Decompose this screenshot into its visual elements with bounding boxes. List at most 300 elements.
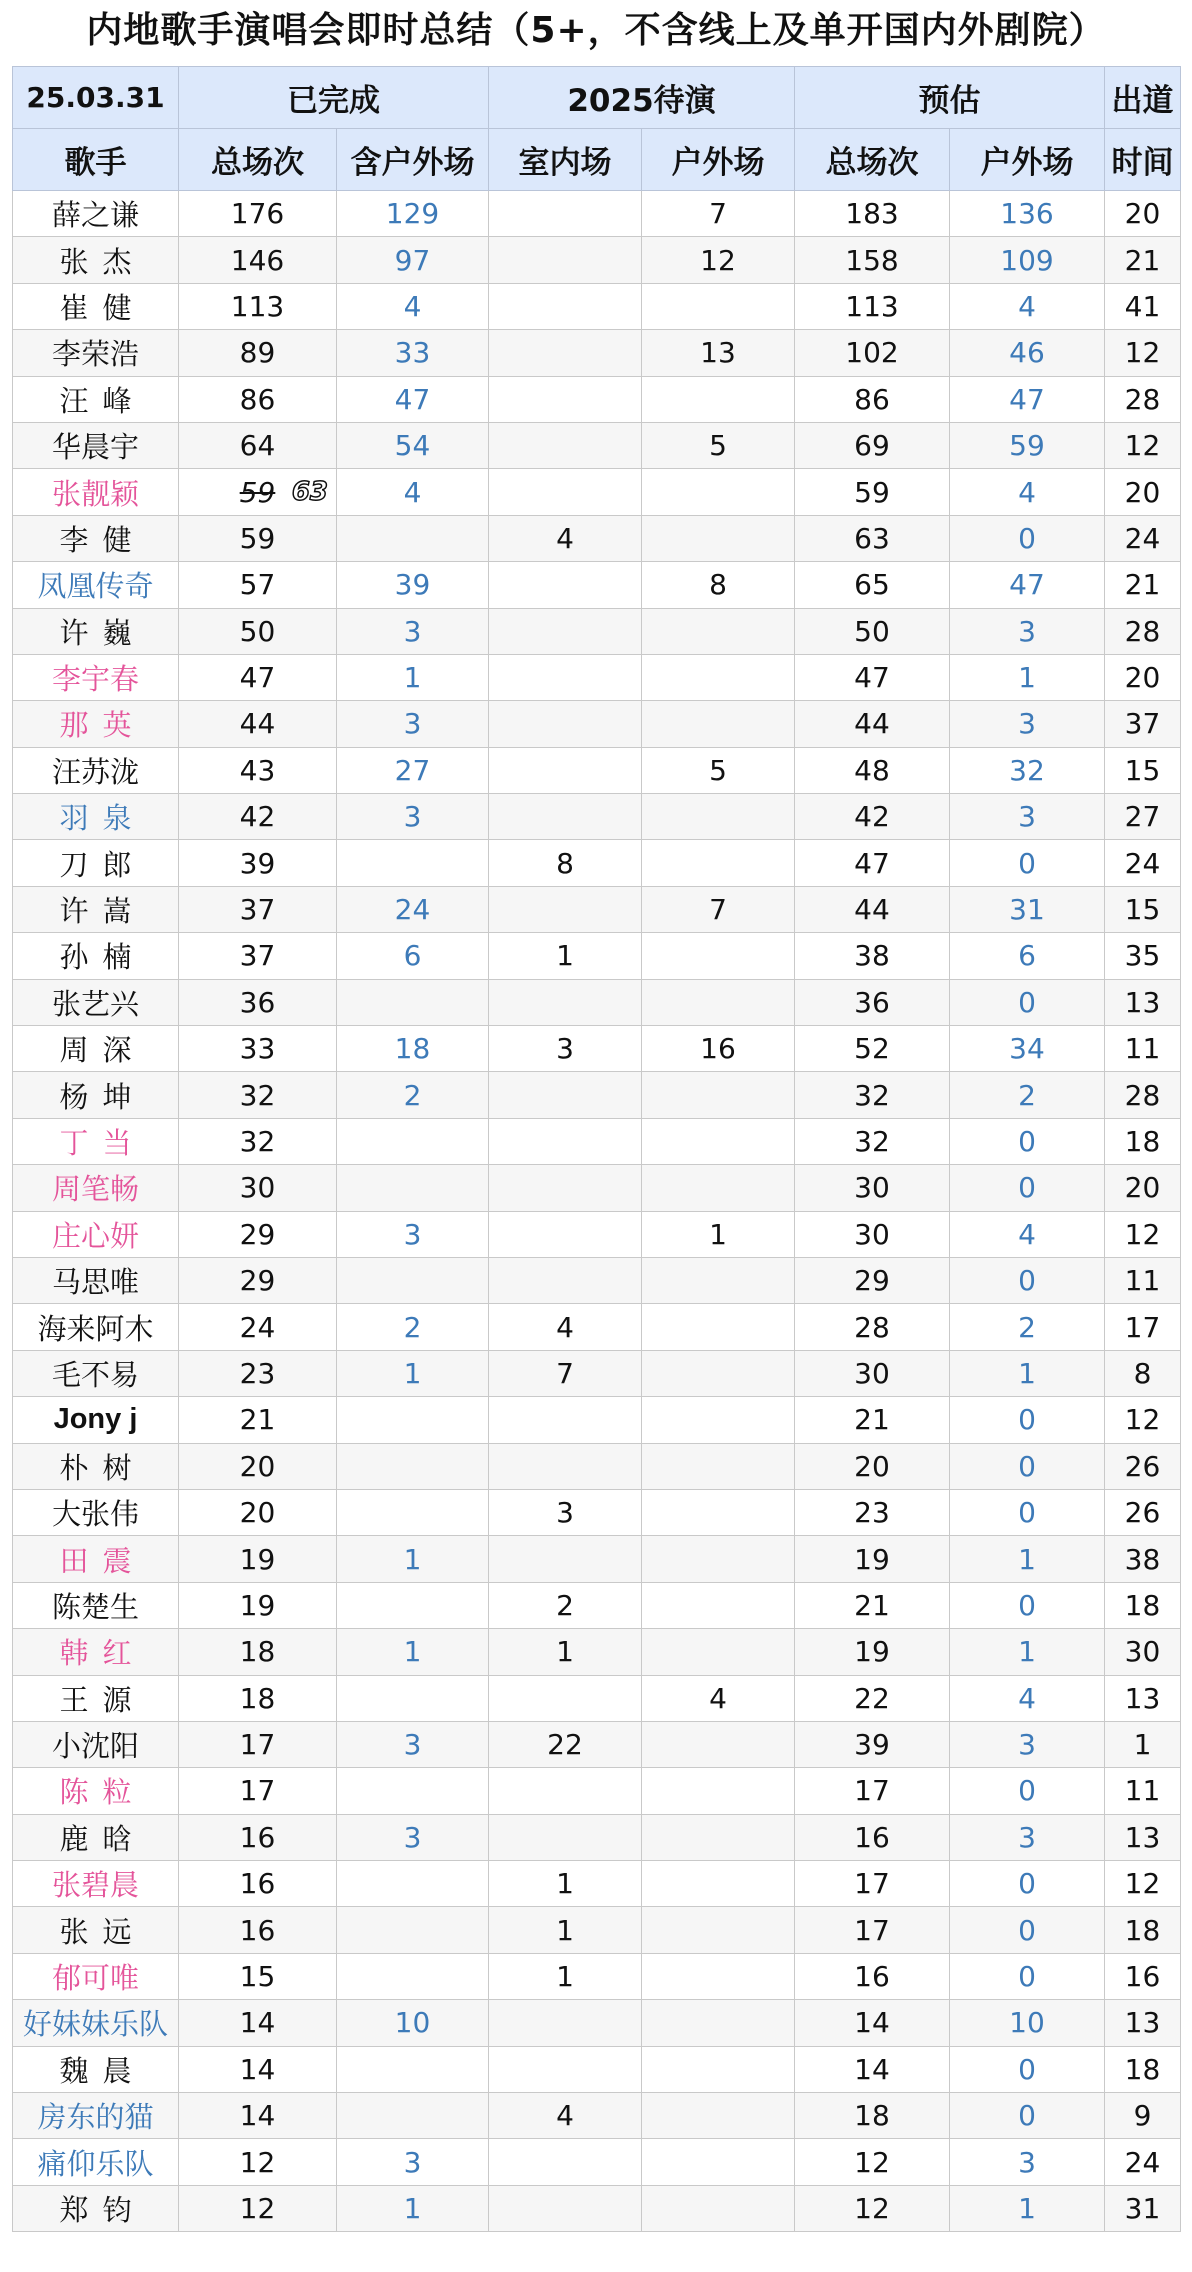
old-value: 59 <box>239 475 276 509</box>
done-total-cell: 12 <box>179 2185 337 2231</box>
estimate-total-cell: 16 <box>795 1953 950 1999</box>
estimate-total-cell: 38 <box>795 933 950 979</box>
done-outdoor-cell: 3 <box>337 1814 489 1860</box>
table-row <box>13 2000 1181 2046</box>
pending-outdoor-cell <box>642 1814 795 1860</box>
estimate-total-cell: 30 <box>795 1165 950 1211</box>
done-outdoor-cell: 3 <box>337 2139 489 2185</box>
done-total-cell: 12 <box>179 2139 337 2185</box>
estimate-outdoor-cell: 0 <box>950 1118 1105 1164</box>
singer-name: 华晨宇 <box>13 422 179 468</box>
singer-name: 崔健 <box>13 283 179 329</box>
done-outdoor-cell: 47 <box>337 376 489 422</box>
done-outdoor-cell: 3 <box>337 1211 489 1257</box>
table-row <box>13 1257 1181 1303</box>
debut-years-cell: 20 <box>1105 191 1181 237</box>
done-total-cell: 37 <box>179 933 337 979</box>
pending-indoor-cell <box>489 1768 642 1814</box>
estimate-outdoor-cell: 0 <box>950 1953 1105 1999</box>
done-total-cell: 146 <box>179 237 337 283</box>
singer-name: 张艺兴 <box>13 979 179 1025</box>
done-outdoor-cell <box>337 1443 489 1489</box>
singer-name: 陈粒 <box>13 1768 179 1814</box>
singer-name: 马思唯 <box>13 1257 179 1303</box>
done-total-cell: 19 <box>179 1536 337 1582</box>
header-group-pending: 2025待演 <box>489 67 795 129</box>
done-outdoor-cell <box>337 1118 489 1164</box>
estimate-outdoor-cell: 1 <box>950 1350 1105 1396</box>
estimate-total-cell: 14 <box>795 2000 950 2046</box>
table-row <box>13 1489 1181 1535</box>
done-total-cell: 37 <box>179 886 337 932</box>
estimate-total-cell: 158 <box>795 237 950 283</box>
estimate-total-cell: 63 <box>795 515 950 561</box>
table-row <box>13 886 1181 932</box>
estimate-outdoor-cell: 0 <box>950 515 1105 561</box>
table-header <box>13 67 1181 191</box>
done-total-cell: 50 <box>179 608 337 654</box>
pending-outdoor-cell <box>642 2185 795 2231</box>
pending-outdoor-cell <box>642 1397 795 1443</box>
table-row <box>13 1629 1181 1675</box>
singer-name: 羽泉 <box>13 794 179 840</box>
debut-years-cell: 9 <box>1105 2093 1181 2139</box>
singer-name: 杨坤 <box>13 1072 179 1118</box>
estimate-outdoor-cell: 59 <box>950 422 1105 468</box>
debut-years-cell: 1 <box>1105 1721 1181 1767</box>
estimate-total-cell: 113 <box>795 283 950 329</box>
done-total-cell: 36 <box>179 979 337 1025</box>
done-outdoor-cell: 1 <box>337 1536 489 1582</box>
pending-indoor-cell <box>489 1675 642 1721</box>
done-total-cell: 20 <box>179 1443 337 1489</box>
done-total-cell: 57 <box>179 562 337 608</box>
done-outdoor-cell: 39 <box>337 562 489 608</box>
singer-name: 李宇春 <box>13 654 179 700</box>
header-col-est-total: 总场次 <box>795 129 950 191</box>
estimate-total-cell: 32 <box>795 1118 950 1164</box>
pending-indoor-cell <box>489 1443 642 1489</box>
estimate-outdoor-cell: 0 <box>950 979 1105 1025</box>
singer-name: 李荣浩 <box>13 330 179 376</box>
pending-outdoor-cell <box>642 1072 795 1118</box>
header-group-estimate: 预估 <box>795 67 1105 129</box>
done-total-cell: 17 <box>179 1721 337 1767</box>
pending-outdoor-cell <box>642 469 795 515</box>
estimate-outdoor-cell: 34 <box>950 1026 1105 1072</box>
pending-outdoor-cell <box>642 2093 795 2139</box>
estimate-total-cell: 102 <box>795 330 950 376</box>
estimate-outdoor-cell: 4 <box>950 1675 1105 1721</box>
done-total-cell: 14 <box>179 2046 337 2092</box>
pending-outdoor-cell: 5 <box>642 422 795 468</box>
done-outdoor-cell: 33 <box>337 330 489 376</box>
debut-years-cell: 20 <box>1105 654 1181 700</box>
pending-indoor-cell <box>489 191 642 237</box>
estimate-outdoor-cell: 3 <box>950 1814 1105 1860</box>
estimate-outdoor-cell: 0 <box>950 1907 1105 1953</box>
done-total-cell: 32 <box>179 1072 337 1118</box>
debut-years-cell: 18 <box>1105 1907 1181 1953</box>
singer-name: Jony j <box>13 1397 179 1443</box>
pending-indoor-cell <box>489 979 642 1025</box>
done-outdoor-cell: 97 <box>337 237 489 283</box>
done-total-cell: 33 <box>179 1026 337 1072</box>
estimate-total-cell: 52 <box>795 1026 950 1072</box>
pending-outdoor-cell <box>642 1165 795 1211</box>
pending-indoor-cell: 1 <box>489 1861 642 1907</box>
table-row <box>13 1443 1181 1489</box>
singer-name: 张靓颖 <box>13 469 179 515</box>
done-outdoor-cell <box>337 1165 489 1211</box>
done-outdoor-cell: 3 <box>337 608 489 654</box>
pending-outdoor-cell <box>642 1536 795 1582</box>
pending-indoor-cell <box>489 1118 642 1164</box>
pending-outdoor-cell: 1 <box>642 1211 795 1257</box>
header-col-outdoor: 户外场 <box>642 129 795 191</box>
done-outdoor-cell <box>337 1489 489 1535</box>
estimate-outdoor-cell: 0 <box>950 1489 1105 1535</box>
debut-years-cell: 18 <box>1105 2046 1181 2092</box>
done-outdoor-cell <box>337 1397 489 1443</box>
pending-indoor-cell: 3 <box>489 1026 642 1072</box>
estimate-outdoor-cell: 0 <box>950 1768 1105 1814</box>
estimate-total-cell: 44 <box>795 701 950 747</box>
estimate-total-cell: 20 <box>795 1443 950 1489</box>
estimate-outdoor-cell: 6 <box>950 933 1105 979</box>
done-outdoor-cell: 1 <box>337 2185 489 2231</box>
debut-years-cell: 13 <box>1105 979 1181 1025</box>
pending-outdoor-cell <box>642 515 795 561</box>
done-outdoor-cell: 6 <box>337 933 489 979</box>
estimate-total-cell: 23 <box>795 1489 950 1535</box>
pending-outdoor-cell <box>642 608 795 654</box>
table-row <box>13 1211 1181 1257</box>
pending-indoor-cell: 4 <box>489 515 642 561</box>
estimate-outdoor-cell: 136 <box>950 191 1105 237</box>
estimate-total-cell: 21 <box>795 1397 950 1443</box>
done-outdoor-cell: 24 <box>337 886 489 932</box>
singer-name: 许嵩 <box>13 886 179 932</box>
pending-indoor-cell <box>489 2000 642 2046</box>
pending-indoor-cell <box>489 330 642 376</box>
done-outdoor-cell: 3 <box>337 794 489 840</box>
estimate-outdoor-cell: 3 <box>950 608 1105 654</box>
pending-outdoor-cell <box>642 1304 795 1350</box>
header-col-time: 时间 <box>1105 129 1181 191</box>
pending-outdoor-cell <box>642 2000 795 2046</box>
estimate-outdoor-cell: 2 <box>950 1072 1105 1118</box>
debut-years-cell: 11 <box>1105 1768 1181 1814</box>
table-row <box>13 747 1181 793</box>
pending-indoor-cell: 4 <box>489 1304 642 1350</box>
singer-name: 薛之谦 <box>13 191 179 237</box>
table-row <box>13 1165 1181 1211</box>
debut-years-cell: 35 <box>1105 933 1181 979</box>
pending-outdoor-cell <box>642 701 795 747</box>
singer-name: 那英 <box>13 701 179 747</box>
pending-indoor-cell <box>489 747 642 793</box>
estimate-total-cell: 21 <box>795 1582 950 1628</box>
done-outdoor-cell <box>337 1768 489 1814</box>
done-total-cell: 59 <box>179 515 337 561</box>
table-row <box>13 654 1181 700</box>
debut-years-cell: 12 <box>1105 1397 1181 1443</box>
table-row <box>13 562 1181 608</box>
done-outdoor-cell: 27 <box>337 747 489 793</box>
pending-outdoor-cell <box>642 1257 795 1303</box>
pending-indoor-cell <box>489 886 642 932</box>
debut-years-cell: 17 <box>1105 1304 1181 1350</box>
estimate-outdoor-cell: 0 <box>950 2046 1105 2092</box>
header-col-incl-outdoor: 含户外场 <box>337 129 489 191</box>
pending-indoor-cell <box>489 794 642 840</box>
singer-name: 张杰 <box>13 237 179 283</box>
done-outdoor-cell: 4 <box>337 469 489 515</box>
estimate-total-cell: 39 <box>795 1721 950 1767</box>
pending-indoor-cell <box>489 1536 642 1582</box>
done-outdoor-cell: 3 <box>337 1721 489 1767</box>
debut-years-cell: 11 <box>1105 1026 1181 1072</box>
pending-outdoor-cell <box>642 283 795 329</box>
pending-outdoor-cell: 8 <box>642 562 795 608</box>
done-outdoor-cell: 4 <box>337 283 489 329</box>
pending-outdoor-cell <box>642 1489 795 1535</box>
pending-indoor-cell <box>489 608 642 654</box>
done-total-cell: 30 <box>179 1165 337 1211</box>
debut-years-cell: 26 <box>1105 1443 1181 1489</box>
done-outdoor-cell <box>337 2046 489 2092</box>
table-row <box>13 1953 1181 1999</box>
estimate-total-cell: 22 <box>795 1675 950 1721</box>
estimate-total-cell: 19 <box>795 1536 950 1582</box>
table-row <box>13 1026 1181 1072</box>
table-row <box>13 1721 1181 1767</box>
pending-outdoor-cell <box>642 2046 795 2092</box>
singer-name: 许巍 <box>13 608 179 654</box>
done-outdoor-cell <box>337 979 489 1025</box>
estimate-total-cell: 12 <box>795 2185 950 2231</box>
pending-indoor-cell <box>489 237 642 283</box>
singer-name: 大张伟 <box>13 1489 179 1535</box>
singer-name: 陈楚生 <box>13 1582 179 1628</box>
estimate-outdoor-cell: 4 <box>950 469 1105 515</box>
done-outdoor-cell <box>337 1582 489 1628</box>
pending-indoor-cell <box>489 469 642 515</box>
pending-indoor-cell <box>489 1397 642 1443</box>
done-outdoor-cell: 129 <box>337 191 489 237</box>
debut-years-cell: 8 <box>1105 1350 1181 1396</box>
singer-name: 好妹妹乐队 <box>13 2000 179 2046</box>
done-outdoor-cell <box>337 840 489 886</box>
pending-indoor-cell: 22 <box>489 1721 642 1767</box>
pending-outdoor-cell <box>642 654 795 700</box>
estimate-total-cell: 47 <box>795 654 950 700</box>
done-total-cell: 176 <box>179 191 337 237</box>
done-total-cell: 15 <box>179 1953 337 1999</box>
table-row <box>13 237 1181 283</box>
estimate-total-cell: 30 <box>795 1211 950 1257</box>
table-row <box>13 1582 1181 1628</box>
done-total-cell: 39 <box>179 840 337 886</box>
debut-years-cell: 12 <box>1105 1211 1181 1257</box>
estimate-outdoor-cell: 0 <box>950 1861 1105 1907</box>
table-row <box>13 1861 1181 1907</box>
done-total-cell: 18 <box>179 1675 337 1721</box>
estimate-outdoor-cell: 1 <box>950 2185 1105 2231</box>
done-outdoor-cell <box>337 1907 489 1953</box>
table-row <box>13 608 1181 654</box>
table-row <box>13 2185 1181 2231</box>
debut-years-cell: 28 <box>1105 376 1181 422</box>
pending-indoor-cell: 1 <box>489 933 642 979</box>
singer-name: 郁可唯 <box>13 1953 179 1999</box>
pending-outdoor-cell <box>642 1582 795 1628</box>
table-row <box>13 1350 1181 1396</box>
estimate-total-cell: 47 <box>795 840 950 886</box>
pending-outdoor-cell: 4 <box>642 1675 795 1721</box>
pending-indoor-cell <box>489 2139 642 2185</box>
done-outdoor-cell <box>337 515 489 561</box>
singer-name: 痛仰乐队 <box>13 2139 179 2185</box>
done-total-cell: 113 <box>179 283 337 329</box>
table-row <box>13 1304 1181 1350</box>
table-row <box>13 515 1181 561</box>
table-row <box>13 469 1181 515</box>
pending-indoor-cell <box>489 701 642 747</box>
header-col-singer: 歌手 <box>13 129 179 191</box>
singer-name: 汪苏泷 <box>13 747 179 793</box>
estimate-outdoor-cell: 1 <box>950 654 1105 700</box>
singer-name: 汪峰 <box>13 376 179 422</box>
table-row <box>13 1675 1181 1721</box>
estimate-total-cell: 36 <box>795 979 950 1025</box>
debut-years-cell: 13 <box>1105 1675 1181 1721</box>
done-total-cell: 29 <box>179 1211 337 1257</box>
singer-name: 海来阿木 <box>13 1304 179 1350</box>
estimate-total-cell: 59 <box>795 469 950 515</box>
done-outdoor-cell <box>337 1953 489 1999</box>
table-row <box>13 376 1181 422</box>
table-row <box>13 1907 1181 1953</box>
debut-years-cell: 21 <box>1105 237 1181 283</box>
table-body <box>13 191 1181 2232</box>
estimate-outdoor-cell: 0 <box>950 1443 1105 1489</box>
header-col-est-outdoor: 户外场 <box>950 129 1105 191</box>
estimate-total-cell: 32 <box>795 1072 950 1118</box>
estimate-total-cell: 19 <box>795 1629 950 1675</box>
done-total-cell: 24 <box>179 1304 337 1350</box>
estimate-total-cell: 86 <box>795 376 950 422</box>
debut-years-cell: 24 <box>1105 2139 1181 2185</box>
pending-indoor-cell <box>489 1072 642 1118</box>
table-row <box>13 1768 1181 1814</box>
pending-indoor-cell <box>489 1814 642 1860</box>
singer-name: 周笔畅 <box>13 1165 179 1211</box>
pending-indoor-cell <box>489 562 642 608</box>
estimate-outdoor-cell: 0 <box>950 840 1105 886</box>
pending-outdoor-cell <box>642 1768 795 1814</box>
debut-years-cell: 24 <box>1105 840 1181 886</box>
pending-outdoor-cell: 7 <box>642 886 795 932</box>
pending-outdoor-cell <box>642 1118 795 1164</box>
header-col-indoor: 室内场 <box>489 129 642 191</box>
estimate-total-cell: 17 <box>795 1768 950 1814</box>
done-total-cell: 16 <box>179 1861 337 1907</box>
done-total-cell: 16 <box>179 1814 337 1860</box>
pending-outdoor-cell <box>642 840 795 886</box>
table-row <box>13 330 1181 376</box>
done-total-cell: 14 <box>179 2000 337 2046</box>
debut-years-cell: 15 <box>1105 747 1181 793</box>
page-title: 内地歌手演唱会即时总结（5+，不含线上及单开国内外剧院） <box>86 10 1106 51</box>
pending-indoor-cell <box>489 2046 642 2092</box>
estimate-total-cell: 44 <box>795 886 950 932</box>
estimate-total-cell: 50 <box>795 608 950 654</box>
estimate-total-cell: 28 <box>795 1304 950 1350</box>
debut-years-cell: 11 <box>1105 1257 1181 1303</box>
done-total-cell: 21 <box>179 1397 337 1443</box>
done-outdoor-cell: 1 <box>337 1350 489 1396</box>
table-row <box>13 979 1181 1025</box>
pending-indoor-cell <box>489 654 642 700</box>
debut-years-cell: 31 <box>1105 2185 1181 2231</box>
estimate-outdoor-cell: 0 <box>950 1397 1105 1443</box>
pending-outdoor-cell <box>642 1350 795 1396</box>
pending-outdoor-cell <box>642 1443 795 1489</box>
pending-indoor-cell: 7 <box>489 1350 642 1396</box>
pending-outdoor-cell <box>642 979 795 1025</box>
done-total-cell: 47 <box>179 654 337 700</box>
singer-name: 李健 <box>13 515 179 561</box>
singer-name: 朴树 <box>13 1443 179 1489</box>
pending-outdoor-cell: 12 <box>642 237 795 283</box>
done-outdoor-cell <box>337 2093 489 2139</box>
done-outdoor-cell: 1 <box>337 654 489 700</box>
pending-indoor-cell: 1 <box>489 1629 642 1675</box>
pending-outdoor-cell: 13 <box>642 330 795 376</box>
debut-years-cell: 41 <box>1105 283 1181 329</box>
pending-indoor-cell: 3 <box>489 1489 642 1535</box>
done-total-cell: 18 <box>179 1629 337 1675</box>
pending-indoor-cell: 2 <box>489 1582 642 1628</box>
pending-outdoor-cell <box>642 794 795 840</box>
done-outdoor-cell: 54 <box>337 422 489 468</box>
estimate-outdoor-cell: 3 <box>950 1721 1105 1767</box>
estimate-outdoor-cell: 109 <box>950 237 1105 283</box>
estimate-total-cell: 18 <box>795 2093 950 2139</box>
concert-summary-table <box>12 66 1181 2232</box>
singer-name: 郑钧 <box>13 2185 179 2231</box>
pending-indoor-cell: 1 <box>489 1907 642 1953</box>
pending-outdoor-cell <box>642 1953 795 1999</box>
estimate-outdoor-cell: 46 <box>950 330 1105 376</box>
estimate-outdoor-cell: 3 <box>950 794 1105 840</box>
singer-name: 小沈阳 <box>13 1721 179 1767</box>
debut-years-cell: 27 <box>1105 794 1181 840</box>
singer-name: 韩红 <box>13 1629 179 1675</box>
pending-indoor-cell <box>489 1211 642 1257</box>
table-row <box>13 1536 1181 1582</box>
estimate-total-cell: 12 <box>795 2139 950 2185</box>
debut-years-cell: 13 <box>1105 1814 1181 1860</box>
estimate-total-cell: 16 <box>795 1814 950 1860</box>
estimate-total-cell: 48 <box>795 747 950 793</box>
done-total-cell: 29 <box>179 1257 337 1303</box>
estimate-outdoor-cell: 10 <box>950 2000 1105 2046</box>
estimate-total-cell: 17 <box>795 1861 950 1907</box>
done-outdoor-cell <box>337 1861 489 1907</box>
